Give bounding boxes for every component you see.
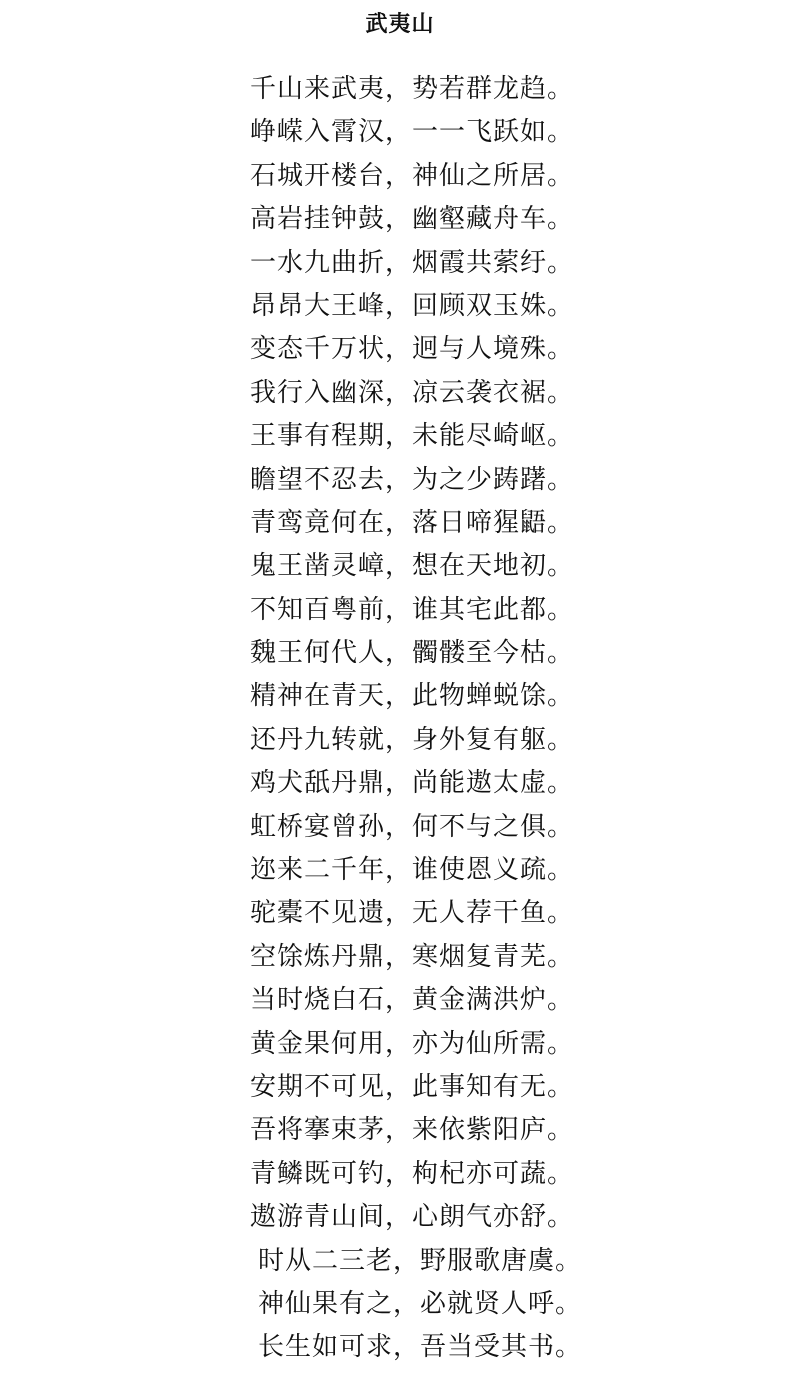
poem-line: 神仙果有之，必就贤人呼。: [258, 1288, 583, 1319]
poem-line: 遨游青山间，心朗气亦舒。: [250, 1202, 575, 1233]
poem-line: 长生如可求，吾当受其书。: [258, 1332, 583, 1363]
poem-line: 王事有程期，未能尽崎岖。: [250, 421, 575, 452]
poem-line: 高岩挂钟鼓，幽壑藏舟车。: [250, 204, 575, 235]
poem-line: 还丹九转就，身外复有躯。: [250, 724, 575, 755]
poem-line: 安期不可见，此事知有无。: [250, 1071, 575, 1102]
poem-line: 瞻望不忍去，为之少踌躇。: [250, 464, 575, 495]
poem-line: 一水九曲折，烟霞共萦纡。: [250, 247, 575, 278]
poem-line: 昂昂大王峰，回顾双玉姝。: [250, 290, 575, 321]
poem-line: 青鸾竟何在，落日啼猩鼯。: [250, 507, 575, 538]
poem-line: 吾将搴束茅，来依紫阳庐。: [250, 1115, 575, 1146]
poem-line: 精神在青天，此物蝉蜕馀。: [250, 681, 575, 712]
poem-line: 不知百粤前，谁其宅此都。: [250, 594, 575, 625]
poem-line: 虹桥宴曾孙，何不与之俱。: [250, 811, 575, 842]
poem-body: [250, 68, 590, 1370]
poem-line: 石城开楼台，神仙之所居。: [250, 160, 575, 191]
poem-line: 鬼王凿灵嶂，想在天地初。: [250, 551, 575, 582]
poem-line: 时从二三老，野服歌唐虞。: [258, 1245, 583, 1276]
poem-line: 鸡犬舐丹鼎，尚能遨太虚。: [250, 768, 575, 799]
poem-line: 我行入幽深，凉云袭衣裾。: [250, 377, 575, 408]
poem-line: 黄金果何用，亦为仙所需。: [250, 1028, 575, 1059]
poem-line: 峥嵘入霄汉，一一飞跃如。: [250, 117, 575, 148]
poem-line: 当时烧白石，黄金满洪炉。: [250, 985, 575, 1016]
poem-line: 迩来二千年，谁使恩义疏。: [250, 855, 575, 886]
poem-line: 青鳞既可钓，枸杞亦可蔬。: [250, 1158, 575, 1189]
poem-line: 魏王何代人，髑髅至今枯。: [250, 638, 575, 669]
poem-line: 驼橐不见遗，无人荐干鱼。: [250, 898, 575, 929]
poem-title: 武夷山: [365, 12, 435, 37]
poem-line: 变态千万状，迥与人境殊。: [250, 334, 575, 365]
poem-line: 空馀炼丹鼎，寒烟复青芜。: [250, 941, 575, 972]
poem-line: 千山来武夷，势若群龙趋。: [250, 74, 575, 104]
